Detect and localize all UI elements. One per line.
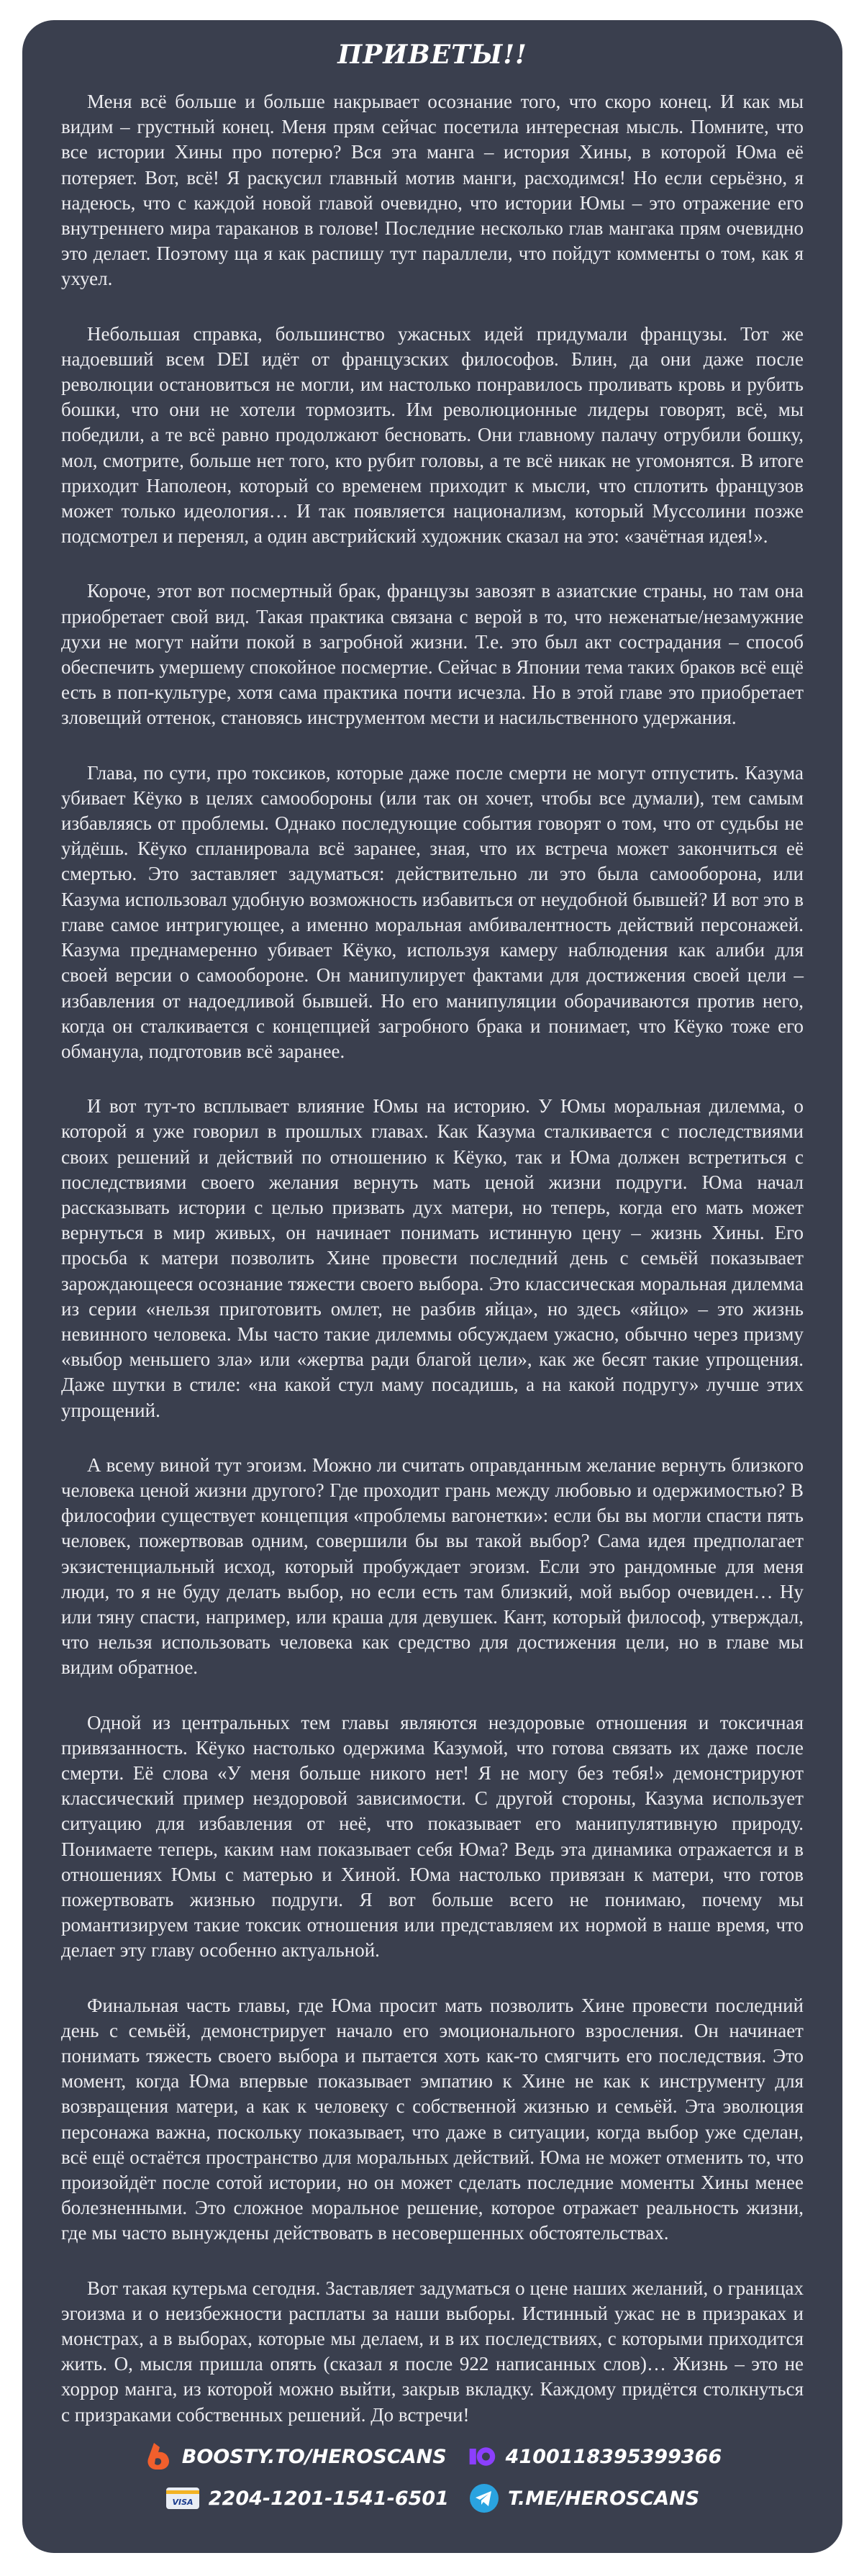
telegram-icon — [469, 2483, 499, 2513]
telegram-text: T.ME/HEROSCANS — [507, 2487, 700, 2510]
yoomoney-link[interactable] — [467, 2441, 722, 2472]
support-row-2 — [22, 2480, 842, 2517]
yoomoney-icon — [467, 2441, 497, 2472]
card-number-text: 2204-1201-1541-6501 — [208, 2487, 449, 2510]
support-links — [22, 2438, 842, 2521]
telegram-link[interactable] — [469, 2483, 699, 2513]
paragraph: Меня всё больше и больше накрывает осознание того, что скоро конец. И как мы видим – грустный конец. Меня прям сейчас посетила интересная мысль. Помните, что все истории Хины про потерю? Вся эта манга – история Хины, в которой Юма её потеряет. Вот, всё! Я раскусил главный мотив манги, расходимся! Но если серьёзно, я надеюсь, что с каждой новой главой очевидно, что истории Юмы – это отражение его внутреннего мира тараканов в голове! Последние несколько глав мангака прям очевидно это делает. Поэтому ща я как распишу тут параллели, что пойдут комменты о том, как я ухуел. — [61, 91, 804, 290]
boosty-text: BOOSTY.TO/HEROSCANS — [181, 2445, 447, 2468]
paragraph: И вот тут-то всплывает влияние Юмы на историю. У Юмы моральная дилемма, о которой я уже говорил в прошлых главах. Как Казума сталкивается с последствиями своих решений и действий по отношению к Кёуко, так и Юма должен встретиться с последствиями своего желания вернуть мать ценой жизни подруги. Юма начал рассказывать истории с целью призвать дух матери, но теперь, когда его мать может вернуться в мир живых, он начинает понимать истинную цену – жизнь Хины. Его просьба к матери позволить Хине провести последний день с семьёй показывает зарождающееся осознание тяжести своего выбора. Это классическая моральная дилемма из серии «нельзя приготовить омлет, не разбив яйца», но здесь «яйцо» – это жизнь невинного человека. Мы часто такие дилеммы обсуждаем ужасно, обычно через призму «выбор меньшего зла» или «жертва ради благой цели», как же бесят такие упрощения. Даже шутки в стиле: «на какой стул маму посадишь, а на какой подругу» лучше этих упрощений. — [61, 1095, 804, 1421]
boosty-icon — [143, 2441, 173, 2472]
yoomoney-number: 4100118395399366 — [505, 2445, 722, 2468]
paragraph: Одной из центральных тем главы являются нездоровые отношения и токсичная привязанность. Кёуко настолько одержима Казумой, что готова связать их даже после смерти. Её слова «У меня больше никого нет! Я не могу без тебя!» демонстрируют классический пример нездоровой зависимости. С другой стороны, Казума использует ситуацию для избавления от неё, что показывает его манипулятивную природу. Понимаете теперь, каким нам показывает себя Юма? Ведь эта динамика отражается и в отношениях Юмы с матерью и Хиной. Юма настолько привязан к матери, что готов пожертвовать жизнью подруги. Я вот больше всего не понимаю, почему мы романтизируем такие токсик отношения или представляем их нормой в наше время, что делает эту главу особенно актуальной. — [61, 1711, 804, 1962]
card-number[interactable] — [165, 2483, 449, 2513]
credit-card-icon — [165, 2483, 200, 2513]
support-row-1 — [22, 2438, 842, 2475]
paragraph: Глава, по сути, про токсиков, которые даже после смерти не могут отпустить. Казума убивает Кёуко в целях самообороны (или так он хочет, чтобы все думали), тем самым избавляясь от проблемы. Однако последующие события говорят о том, что от судьбы не уйдёшь. Кёуко спланировала всё заранее, зная, что их встреча может закончиться её смертью. Это заставляет задуматься: действительно ли это была самооборона, или Казума использовал удобную возможность избавиться от неудобной бывшей? И вот это в главе самое интригующее, а именно моральная амбивалентность действий персонажей. Казума преднамеренно убивает Кёуко, используя камеру наблюдения как алиби для своей версии о самообороне. Он манипулирует фактами для достижения своей цели – избавления от надоедливой бывшей. Но его манипуляции оборачиваются против него, когда он сталкивается с концепцией загробного брака и понимает, что Кёуко тоже его обманула, подготовив всё заранее. — [61, 761, 804, 1062]
paragraph: Вот такая кутерьма сегодня. Заставляет задуматься о цене наших желаний, о границах эгоизма и о неизбежности расплаты за наши выборы. Истинный ужас не в призраках и монстрах, а в выборах, которые мы делаем, и в их последствиях, с которыми приходится жить. О, мысля пришла опять (сказал я после 922 написанных слов)… Жизнь – это не хоррор манга, из которой можно выйти, закрыв вкладку. Каждому придётся столкнуться с призраками собственных решений. До встречи! — [61, 2277, 804, 2426]
paragraph: А всему виной тут эгоизм. Можно ли считать оправданным желание вернуть близкого человека ценой жизни другого? Где проходит грань между любовью и одержимостью? В философии существует концепция «проблемы вагонетки»: если бы вы могли спасти пять человек, пожертвовав одним, совершили бы вы такой выбор? Сама идея предполагает экзистенциальный исход, который пробуждает эгоизм. Если это рандомные для меня люди, то я не буду делать выбор, но если есть там близкий, мой выбор очевиден… Ну или тяну спасти, например, или краша для девушек. Кант, который философ, утверждал, что нельзя использовать человека как средство для достижения цели, но в главе мы видим обратное. — [61, 1453, 804, 1679]
paragraph: Короче, этот вот посмертный брак, французы завозят в азиатские страны, но там она приобретает свой вид. Такая практика связана с верой в то, что неженатые/незамужние духи не могут найти покой в загробной жизни. Т.е. это был акт сострадания – способ обеспечить умершему спокойное посмертие. Сейчас в Японии тема таких браков всё ещё есть в поп-культуре, хотя сама практика почти исчезла. Но в этой главе это приобретает зловещий оттенок, становясь инструментом мести и насильственного удержания. — [61, 580, 804, 729]
paragraph: Финальная часть главы, где Юма просит мать позволить Хине провести последний день с семьёй, демонстрирует начало его эмоционального взросления. Он начинает понимать тяжесть своего выбора и пытается хоть как-то смягчить его последствия. Это момент, когда Юма впервые показывает эмпатию к Хине не как к инструменту для возвращения матери, а как к человеку с собственной жизнью и семьёй. Эта эволюция персонажа важна, поскольку показывает, что даже в ситуации, когда выбор уже сделан, всё ещё остаётся пространство для моральных действий. Юма не может отменить то, что произойдёт после сотой истории, но он может сделать последние моменты Хины менее болезненными. Это сложное моральное решение, которое отражает реальность жизни, где мы часто вынуждены действовать в несовершенных обстоятельствах. — [61, 1994, 804, 2244]
paragraph: Небольшая справка, большинство ужасных идей придумали французы. Тот же надоевший всем DEI идёт от французских философов. Блин, да они даже после революции остановиться не могли, им настолько понравилось проливать кровь и рубить бошки, что они не хотели тормозить. Им революционные лидеры говорят, всё, мы победили, а те всё равно продолжают бесновать. Они главному палачу отрубили бошку, мол, смотрите, больше нет того, кто рубит головы, а те всё никак не угомонятся. В итоге приходит Наполеон, который со временем приходит к мысли, что сплотить французов может только идеология… И так появляется национализм, который Муссолини позже подсмотрел и перенял, а один австрийский художник сказал на это: «зачётная идея!». — [61, 322, 804, 548]
message-panel — [22, 20, 842, 2553]
page-title: ПРИВЕТЫ!! — [337, 40, 527, 70]
card-brand-label: VISA — [172, 2498, 194, 2507]
boosty-link[interactable] — [143, 2441, 447, 2472]
